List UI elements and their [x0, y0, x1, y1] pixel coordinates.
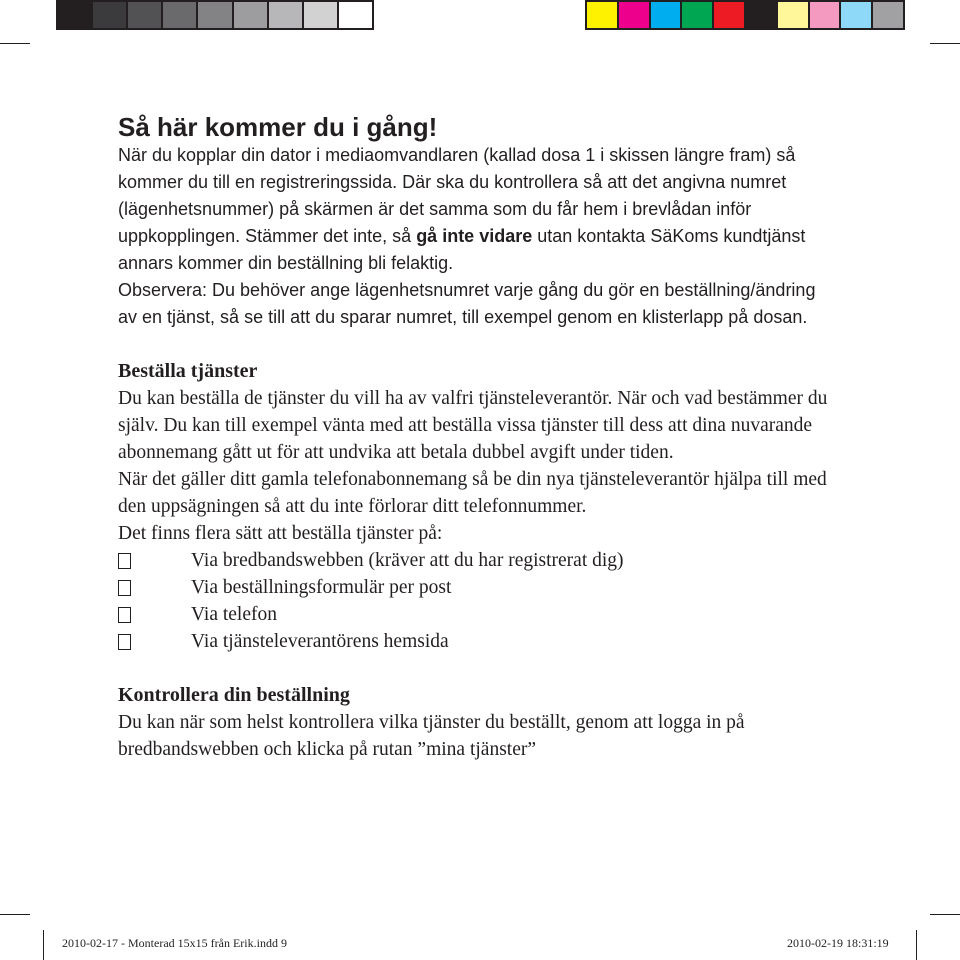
- crop-mark-bottom-left-vertical: [43, 930, 44, 960]
- crop-mark-top-left: [0, 43, 30, 44]
- crop-mark-bottom-right: [930, 914, 960, 915]
- color-swatch: [714, 2, 746, 28]
- footer-timestamp: 2010-02-19 18:31:19: [787, 936, 889, 950]
- order-paragraph-2: När det gäller ditt gamla telefonabonnemang så be din nya tjänsteleverantör hjälpa till med den uppsägningen så att du inte förlorar ditt telefonnummer.: [118, 469, 827, 517]
- list-item-label: Via telefon: [191, 604, 277, 625]
- color-swatch: [93, 2, 128, 28]
- color-swatch: [234, 2, 269, 28]
- color-swatch: [651, 2, 683, 28]
- color-swatch: [587, 2, 619, 28]
- crop-mark-bottom-right-vertical: [916, 930, 917, 960]
- intro-emphasis: gå inte vidare: [416, 226, 533, 246]
- color-swatch: [778, 2, 810, 28]
- list-item-label: Via bredbandswebben (kräver att du har registrerat dig): [191, 550, 624, 571]
- color-swatch: [128, 2, 163, 28]
- section-heading-check: Kontrollera din beställning: [118, 684, 350, 706]
- color-swatch: [304, 2, 339, 28]
- section-heading-order: Beställa tjänster: [118, 360, 258, 382]
- order-methods-list: [118, 547, 838, 655]
- grayscale-color-bar: [56, 0, 374, 30]
- color-swatch: [810, 2, 842, 28]
- list-item-label: Via tjänsteleverantörens hemsida: [191, 631, 449, 652]
- color-swatch: [873, 2, 903, 28]
- intro-paragraph-1: [118, 142, 838, 277]
- list-item: [118, 628, 838, 655]
- list-item: [118, 601, 838, 628]
- color-swatch: [58, 2, 93, 28]
- color-swatch: [163, 2, 198, 28]
- checkbox-icon: [118, 553, 131, 569]
- intro-text-c: utan kontakta SäKoms kundtjänst annars kommer din beställning bli felaktig.: [118, 226, 806, 273]
- list-item: [118, 574, 838, 601]
- page-title: Så här kommer du i gång!: [118, 112, 438, 142]
- checkbox-icon: [118, 634, 131, 650]
- checkbox-icon: [118, 580, 131, 596]
- crop-mark-top-right: [930, 43, 960, 44]
- color-swatch: [339, 2, 372, 28]
- check-paragraph-1: Du kan när som helst kontrollera vilka tjänster du beställt, genom att logga in på bredbandswebben och klicka på rutan ”mina tjänster”: [118, 712, 745, 760]
- list-item: [118, 547, 838, 574]
- page-content: [118, 112, 838, 763]
- list-item-label: Via beställningsformulär per post: [191, 577, 452, 598]
- color-swatch: [841, 2, 873, 28]
- intro-text-b: Stämmer det inte, så: [240, 226, 417, 246]
- order-paragraph-3: Det finns flera sätt att beställa tjänster på:: [118, 523, 443, 544]
- order-paragraph-1: Du kan beställa de tjänster du vill ha av valfri tjänsteleverantör. När och vad bestämmer du själv. Du kan till exempel vänta med att beställa vissa tjänster till dess att dina nuvarande abonnemang gått ut för att undvika att betala dubbel avgift under tiden.: [118, 388, 828, 463]
- color-swatch: [619, 2, 651, 28]
- color-swatch: [269, 2, 304, 28]
- color-swatch: [198, 2, 233, 28]
- footer-file-info: 2010-02-17 - Monterad 15x15 från Erik.indd 9: [62, 936, 287, 950]
- checkbox-icon: [118, 607, 131, 623]
- intro-text-a: När du kopplar din dator i mediaomvandlaren (kallad dosa 1 i skissen längre fram) så kommer du till en registreringssida. Där ska du kontrollera så att det angivna numret (lägenhetsnummer) på skärmen är det samma som du får hem i brevlådan inför uppkopplingen.: [118, 145, 796, 246]
- color-swatch: [746, 2, 778, 28]
- crop-mark-bottom-left: [0, 914, 30, 915]
- cmyk-color-bar: [585, 0, 905, 30]
- color-swatch: [682, 2, 714, 28]
- intro-paragraph-2: Observera: Du behöver ange lägenhetsnumret varje gång du gör en beställning/ändring av en tjänst, så se till att du sparar numret, till exempel genom en klisterlapp på dosan.: [118, 280, 816, 327]
